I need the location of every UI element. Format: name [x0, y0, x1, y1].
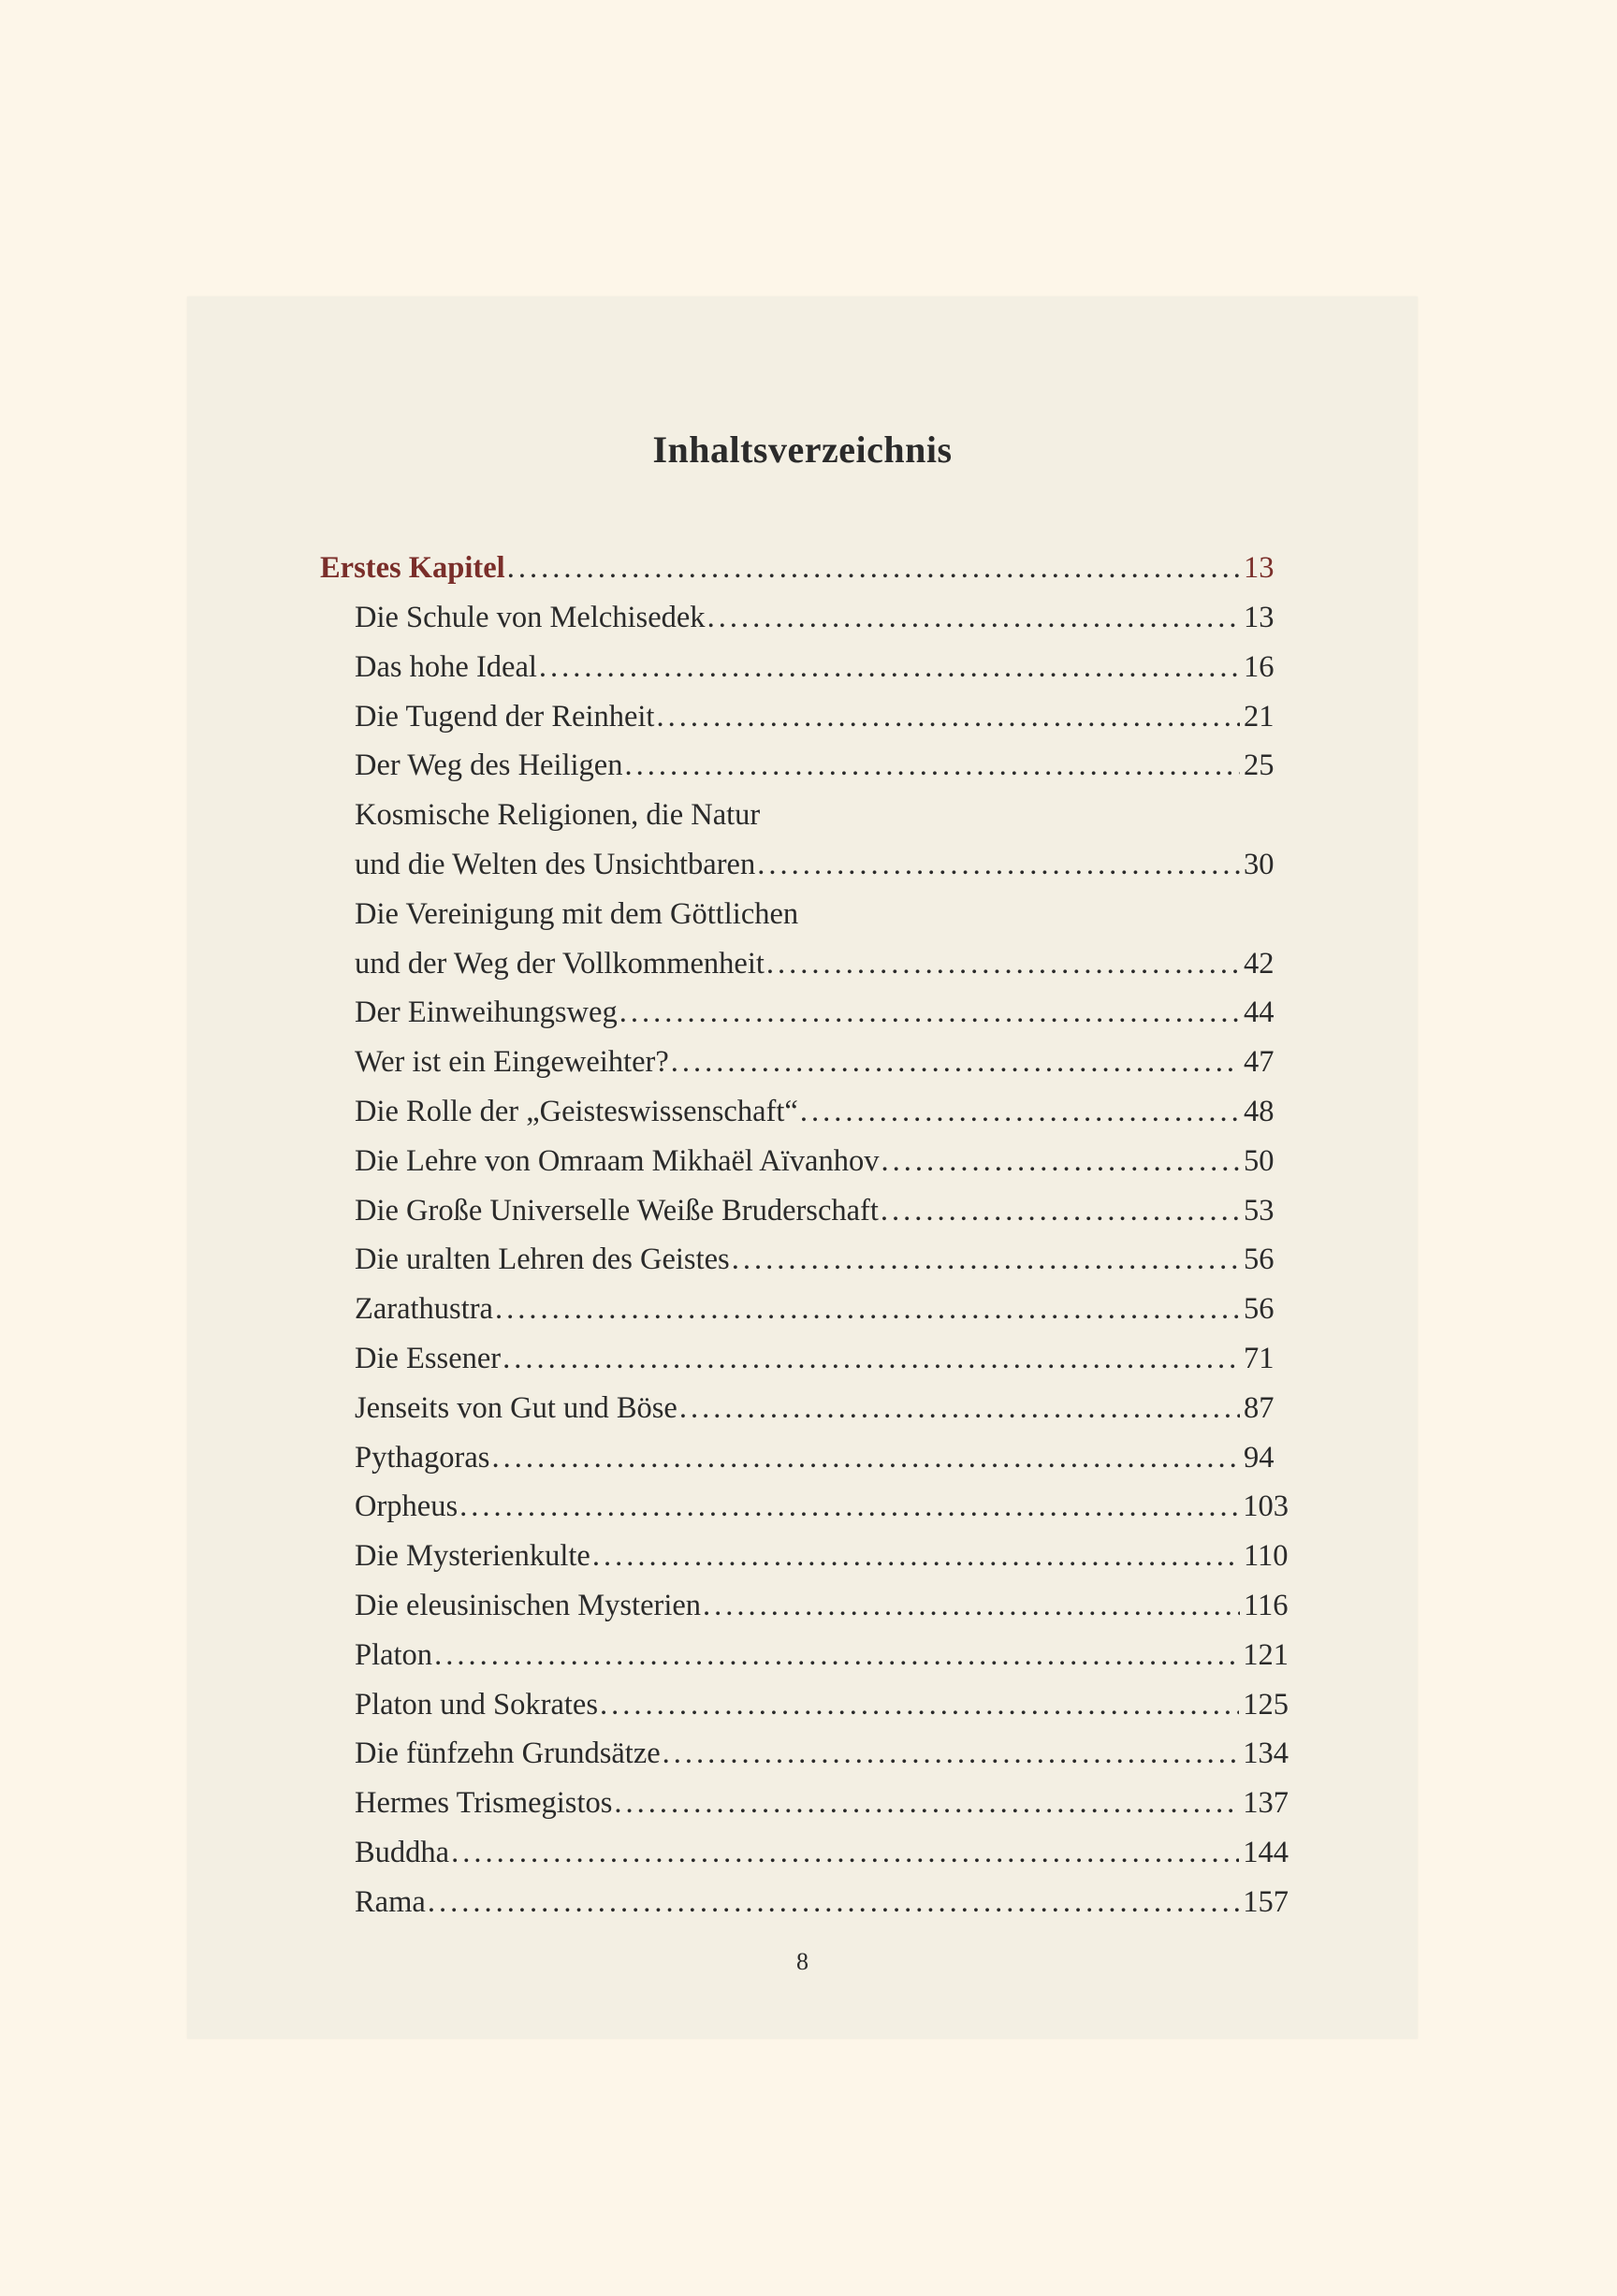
table-of-contents: [320, 542, 1289, 1925]
toc-entry-title: Die uralten Lehren des Geistes: [355, 1242, 730, 1277]
toc-entry-row: [320, 1332, 1289, 1382]
dot-leader: [459, 1491, 1239, 1522]
toc-entry-row: [320, 937, 1289, 986]
toc-entry-title: Der Weg des Heiligen: [355, 748, 623, 783]
dot-leader: [881, 1146, 1240, 1177]
toc-page-number: 42: [1244, 946, 1275, 981]
toc-page-number: 47: [1244, 1045, 1275, 1080]
dot-leader: [671, 1047, 1240, 1078]
toc-entry-title: und die Welten des Unsichtbaren: [355, 848, 756, 882]
toc-page-number: 30: [1244, 848, 1275, 882]
toc-entry-title: Platon: [355, 1637, 433, 1672]
toc-entry-title: Die Schule von Melchisedek: [355, 601, 706, 635]
dot-leader: [656, 702, 1240, 733]
toc-entry-title: Die Essener: [355, 1342, 502, 1376]
dot-leader: [732, 1244, 1240, 1275]
toc-entry-title: Wer ist ein Eingeweihter?: [355, 1045, 669, 1080]
toc-entry-row: [320, 1777, 1289, 1826]
toc-page-number: 13: [1244, 551, 1275, 586]
toc-entry-row: [320, 838, 1289, 888]
toc-title: Inhaltsverzeichnis: [652, 429, 953, 471]
toc-entry-row: [320, 888, 1289, 937]
toc-entry-title: Die fünfzehn Grundsätze: [355, 1737, 661, 1771]
dot-leader: [614, 1788, 1239, 1819]
toc-entry-title: Die Rolle der „Geisteswissenschaft“: [355, 1095, 798, 1129]
toc-entry-row: [320, 1530, 1289, 1579]
toc-entry-title: Das hohe Ideal: [355, 649, 537, 684]
toc-page-number: 16: [1244, 649, 1275, 684]
dot-leader: [507, 553, 1240, 584]
toc-entry-row: [320, 1678, 1289, 1727]
toc-entry-title: Orpheus: [355, 1489, 459, 1524]
toc-entry-title: Zarathustra: [355, 1292, 493, 1327]
toc-entry-row: [320, 1727, 1289, 1777]
toc-entry-row: [320, 1629, 1289, 1678]
dot-leader: [434, 1640, 1239, 1671]
dot-leader: [757, 850, 1240, 880]
toc-entry-row: [320, 591, 1289, 641]
dot-leader: [503, 1344, 1240, 1374]
toc-entry-title: Die Mysterienkulte: [355, 1539, 590, 1574]
toc-entry-title: Die Vereinigung mit dem Göttlichen: [355, 896, 799, 931]
toc-entry-title: Erstes Kapitel: [320, 551, 505, 586]
toc-entry-title: Die Große Universelle Weiße Bruderschaft: [355, 1193, 879, 1228]
toc-entry-row: [320, 739, 1289, 789]
toc-chapter-row: [320, 542, 1289, 591]
toc-entry-row: [320, 789, 1289, 838]
toc-entry-row: [320, 1233, 1289, 1283]
toc-page-number: 121: [1243, 1637, 1289, 1672]
toc-page-number: 21: [1244, 699, 1275, 734]
toc-page-number: 110: [1244, 1539, 1289, 1574]
toc-page-number: 44: [1244, 995, 1275, 1030]
dot-leader: [539, 652, 1240, 683]
toc-entry-row: [320, 1382, 1289, 1431]
toc-page-number: 71: [1244, 1342, 1275, 1376]
toc-page-number: 50: [1244, 1143, 1275, 1178]
toc-page-number: 103: [1243, 1489, 1289, 1524]
toc-page-number: 157: [1243, 1884, 1289, 1919]
dot-leader: [600, 1690, 1239, 1721]
toc-entry-title: Der Einweihungsweg: [355, 995, 618, 1030]
toc-page-number: 94: [1244, 1440, 1275, 1475]
toc-entry-title: Die Tugend der Reinheit: [355, 699, 655, 734]
toc-page-number: 116: [1244, 1589, 1289, 1623]
dot-leader: [495, 1294, 1240, 1325]
toc-entry-row: [320, 1184, 1289, 1233]
toc-page-number: 48: [1244, 1095, 1275, 1129]
toc-page-number: 134: [1243, 1737, 1289, 1771]
toc-entry-row: [320, 986, 1289, 1036]
book-page: [187, 297, 1418, 2039]
page-number: 8: [796, 1948, 808, 1975]
toc-entry-row: [320, 1085, 1289, 1135]
dot-leader: [451, 1838, 1239, 1868]
toc-entry-title: Pythagoras: [355, 1440, 490, 1475]
toc-page-number: 53: [1244, 1193, 1275, 1228]
toc-entry-row: [320, 690, 1289, 739]
toc-entry-row: [320, 1480, 1289, 1530]
toc-page-number: 125: [1243, 1687, 1289, 1722]
toc-page-number: 56: [1244, 1292, 1275, 1327]
toc-entry-row: [320, 1135, 1289, 1184]
toc-page-number: 137: [1243, 1786, 1289, 1821]
toc-entry-row: [320, 1283, 1289, 1332]
dot-leader: [703, 1591, 1240, 1621]
dot-leader: [800, 1097, 1240, 1127]
dot-leader: [491, 1443, 1240, 1474]
toc-entry-title: Jenseits von Gut und Böse: [355, 1390, 677, 1425]
toc-page-number: 87: [1244, 1390, 1275, 1425]
toc-entry-row: [320, 1036, 1289, 1085]
dot-leader: [619, 997, 1240, 1028]
toc-entry-title: Rama: [355, 1884, 426, 1919]
toc-page-number: 144: [1243, 1836, 1289, 1870]
dot-leader: [707, 603, 1240, 633]
dot-leader: [625, 750, 1241, 781]
dot-leader: [428, 1887, 1239, 1918]
toc-entry-title: Kosmische Religionen, die Natur: [355, 798, 761, 833]
toc-entry-row: [320, 1826, 1289, 1876]
toc-page-number: 13: [1244, 601, 1275, 635]
toc-page-number: 56: [1244, 1242, 1275, 1277]
toc-entry-row: [320, 641, 1289, 690]
toc-entry-title: Platon und Sokrates: [355, 1687, 598, 1722]
dot-leader: [881, 1196, 1240, 1227]
toc-entry-title: Die eleusinischen Mysterien: [355, 1589, 702, 1623]
toc-page-number: 25: [1244, 748, 1275, 783]
toc-entry-title: Hermes Trismegistos: [355, 1786, 613, 1821]
toc-entry-title: Buddha: [355, 1836, 450, 1870]
dot-leader: [663, 1738, 1240, 1769]
dot-leader: [679, 1393, 1240, 1424]
toc-entry-title: und der Weg der Vollkommenheit: [355, 946, 765, 981]
toc-entry-title: Die Lehre von Omraam Mikhaël Aïvanhov: [355, 1143, 880, 1178]
dot-leader: [592, 1541, 1240, 1572]
dot-leader: [766, 949, 1240, 980]
toc-entry-row: [320, 1876, 1289, 1925]
toc-entry-row: [320, 1431, 1289, 1480]
toc-entry-row: [320, 1579, 1289, 1629]
